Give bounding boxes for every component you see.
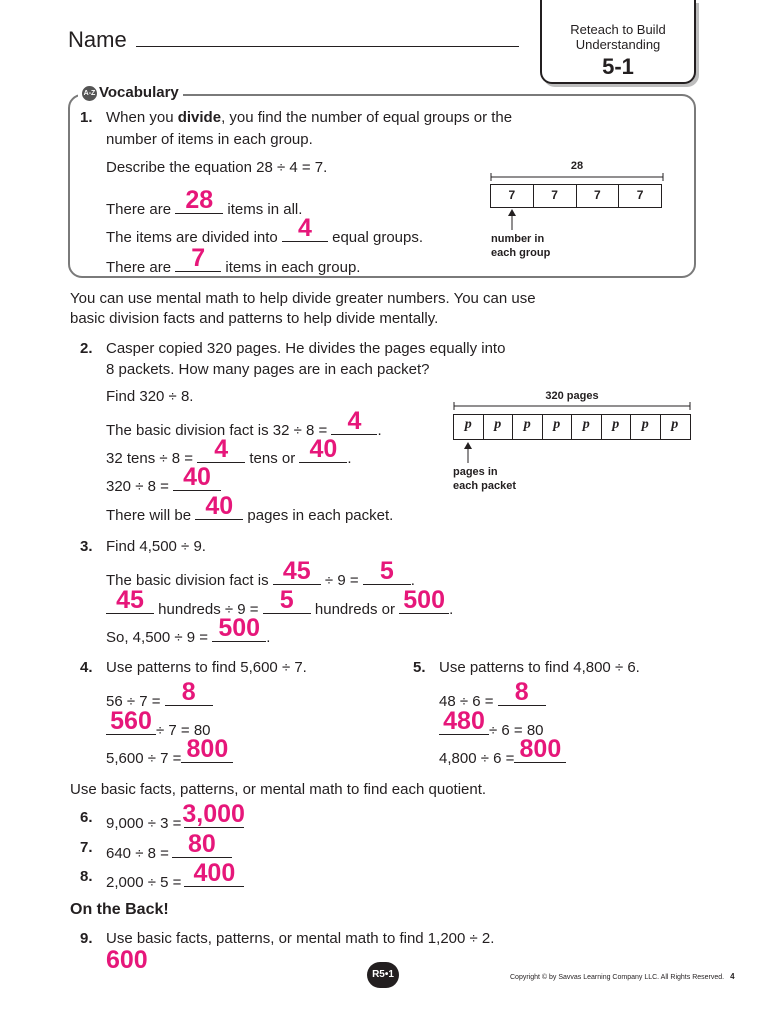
text: So, 4,500 ÷ 9 = — [106, 629, 209, 646]
answer-blank[interactable] — [363, 557, 411, 585]
name-line[interactable] — [136, 46, 519, 47]
text: 640 ÷ 8 = — [106, 845, 169, 862]
answer-value: 45 — [282, 557, 311, 585]
answer-blank[interactable] — [273, 557, 321, 585]
question-number: 5. — [413, 659, 426, 676]
answer-value: 5 — [279, 586, 294, 614]
text: 32 tens ÷ 8 = — [106, 450, 194, 467]
question-number: 3. — [80, 538, 93, 555]
q4-row3 — [106, 735, 233, 768]
bar-note-line1: number in — [491, 233, 545, 245]
text: 9,000 ÷ 3 = — [106, 815, 182, 832]
q1-text-line1 — [106, 109, 512, 127]
answer-value: 500 — [218, 614, 261, 642]
intro-line2: basic division facts and patterns to help divide mentally. — [70, 310, 439, 327]
answer-value: 45 — [116, 586, 144, 614]
answer-blank[interactable] — [498, 678, 546, 706]
page-number: 4 — [730, 972, 735, 981]
q1-describe: Describe the equation 28 ÷ 4 = 7. — [106, 159, 328, 176]
text: pages in each packet. — [247, 507, 394, 524]
text: 56 ÷ 7 = — [106, 693, 161, 710]
text: tens or — [249, 450, 296, 467]
answer-blank[interactable] — [106, 707, 156, 735]
text: hundreds or — [314, 601, 395, 618]
bar-cell: 7 — [636, 188, 644, 202]
bar-note-line2: each packet — [453, 480, 516, 492]
quotients-instruction: Use basic facts, patterns, or mental math to find each quotient. — [70, 781, 487, 798]
answer-value: 28 — [185, 186, 214, 214]
bar-cell: p — [543, 415, 573, 439]
q1-term-divide: divide — [177, 109, 222, 126]
bar-model-320 — [453, 414, 691, 440]
question-number: 9. — [80, 930, 93, 947]
q2-find: Find 320 ÷ 8. — [106, 388, 194, 405]
bar-note-line1: pages in — [453, 466, 498, 478]
text: There are — [106, 259, 172, 276]
text: . — [377, 422, 382, 439]
q1-text-a: When you — [106, 109, 178, 126]
answer-value: 4 — [297, 214, 312, 242]
question-number: 2. — [80, 340, 93, 357]
bar-cell: p — [454, 415, 484, 439]
bar-model-28 — [490, 184, 662, 208]
answer-value: 4 — [214, 435, 229, 463]
bar-cell: 7 — [577, 185, 620, 207]
answer-value: 800 — [519, 735, 562, 763]
bar-cell: 7 — [491, 185, 534, 207]
answer-blank[interactable] — [263, 586, 311, 614]
bar-total-label: 320 pages — [545, 390, 599, 402]
q1-text-b: , you find the number of equal groups or the — [221, 109, 513, 126]
q3-hundreds — [106, 586, 454, 619]
text: equal groups. — [332, 229, 424, 246]
quotient-row — [106, 859, 244, 892]
text: ÷ 7 = 80 — [156, 722, 211, 739]
q1-line-each-group — [106, 244, 361, 277]
answer-blank[interactable] — [173, 463, 221, 491]
text: The basic division fact is — [106, 572, 269, 589]
answer-value: 40 — [183, 463, 211, 491]
text: . — [266, 629, 271, 646]
answer-value: 3,000 — [182, 800, 245, 828]
intro-line1: You can use mental math to help divide greater numbers. You can use — [70, 290, 536, 307]
bar-cell: p — [484, 415, 514, 439]
answer-blank[interactable] — [195, 492, 243, 520]
q5-row3 — [439, 735, 566, 768]
answer-value: 8 — [181, 678, 196, 706]
text: 48 ÷ 6 = — [439, 693, 494, 710]
answer-value: 500 — [403, 586, 445, 614]
bar-cell: p — [671, 417, 679, 432]
up-arrow-icon — [506, 209, 518, 231]
copyright: Copyright © by Savvas Learning Company LLC. All Rights Reserved. — [510, 974, 725, 981]
q3-find: Find 4,500 ÷ 9. — [106, 538, 206, 555]
bar-cell: p — [631, 415, 661, 439]
answer-blank[interactable] — [212, 614, 266, 642]
answer-blank[interactable] — [175, 186, 223, 214]
text: items in all. — [227, 201, 303, 218]
text: ÷ 6 = 80 — [489, 722, 544, 739]
bar-cell: p — [602, 415, 632, 439]
text: There are — [106, 201, 172, 218]
vocabulary-title: Vocabulary — [99, 84, 179, 101]
answer-value: 7 — [191, 244, 206, 272]
answer-blank[interactable] — [282, 214, 328, 242]
answer-value: 80 — [187, 830, 216, 858]
q9-text: Use basic facts, patterns, or mental math to find 1,200 ÷ 2. — [106, 930, 495, 947]
answer-blank[interactable] — [399, 586, 449, 614]
vocabulary-heading — [78, 83, 183, 103]
text: 4,800 ÷ 6 = — [439, 750, 515, 767]
header-subtitle-2: Understanding — [575, 37, 661, 52]
bar-cell: p — [572, 415, 602, 439]
question-number: 1. — [80, 109, 93, 126]
text: . — [449, 601, 454, 618]
text: items in each group. — [225, 259, 361, 276]
answer-blank[interactable] — [439, 707, 489, 735]
q5-prompt: Use patterns to find 4,800 ÷ 6. — [439, 659, 640, 676]
answer-blank[interactable] — [106, 586, 154, 614]
text: . — [410, 572, 415, 589]
question-number: 6. — [80, 809, 93, 826]
answer-value: 40 — [205, 492, 234, 520]
bar-note-line2: each group — [491, 247, 551, 259]
answer-blank[interactable] — [181, 735, 233, 763]
header-subtitle-1: Reteach to Build — [570, 22, 666, 37]
q1-text-line2: number of items in each group. — [106, 131, 313, 148]
text: 2,000 ÷ 5 = — [106, 874, 182, 891]
question-number: 4. — [80, 659, 93, 676]
bar-total-bracket — [490, 173, 664, 181]
quotient-row — [106, 800, 245, 833]
answer-value: 4 — [347, 407, 362, 435]
answer-blank[interactable] — [514, 735, 566, 763]
on-the-back-heading: On the Back! — [70, 901, 169, 918]
bar-cell: p — [513, 415, 543, 439]
answer-value: 8 — [514, 678, 529, 706]
bar-total-bracket — [453, 402, 691, 410]
text: The items are divided into — [106, 229, 278, 246]
answer-blank[interactable] — [165, 678, 213, 706]
text: The basic division fact is 32 ÷ 8 = — [106, 422, 328, 439]
text: 5,600 ÷ 7 = — [106, 750, 182, 767]
text: 320 ÷ 8 = — [106, 478, 169, 495]
answer-blank[interactable] — [331, 407, 377, 435]
name-label: Name — [68, 27, 127, 52]
text: . — [347, 450, 352, 467]
lesson-number: 5-1 — [602, 54, 634, 79]
question-number: 7. — [80, 839, 93, 856]
answer-blank[interactable] — [175, 244, 221, 272]
answer-blank[interactable] — [299, 435, 347, 463]
bar-cell: 7 — [534, 185, 577, 207]
q4-prompt: Use patterns to find 5,600 ÷ 7. — [106, 659, 307, 676]
answer-value: 480 — [443, 707, 485, 735]
answer-value: 560 — [110, 707, 152, 735]
q2-text-line2: 8 packets. How many pages are in each packet? — [106, 361, 430, 378]
q1-line-groups — [106, 214, 424, 247]
question-number: 8. — [80, 868, 93, 885]
q3-so — [106, 614, 271, 647]
answer-blank[interactable] — [184, 859, 244, 887]
text: ÷ 9 = — [324, 572, 359, 589]
q2-tens — [106, 435, 352, 468]
answer-value: 5 — [379, 557, 394, 585]
page-badge: R5•1 — [367, 962, 399, 988]
answer-value: 800 — [186, 735, 229, 763]
answer-blank[interactable] — [182, 800, 245, 828]
text: There will be — [106, 507, 192, 524]
copyright-text — [510, 972, 735, 982]
answer-blank[interactable] — [197, 435, 245, 463]
lesson-header-box — [540, 0, 696, 84]
q2-conclusion — [106, 492, 394, 525]
q2-text-line1: Casper copied 320 pages. He divides the pages equally into — [106, 340, 506, 357]
answer-value: 400 — [193, 859, 236, 887]
up-arrow-icon — [462, 442, 474, 464]
bar-total-label: 28 — [570, 160, 584, 172]
vocabulary-icon: A-Z — [82, 86, 97, 101]
answer-value: 40 — [309, 435, 338, 463]
q9-answer: 600 — [106, 946, 148, 974]
q1-line-items-all — [106, 186, 303, 219]
answer-blank[interactable] — [172, 830, 232, 858]
text: hundreds ÷ 9 = — [158, 601, 259, 618]
